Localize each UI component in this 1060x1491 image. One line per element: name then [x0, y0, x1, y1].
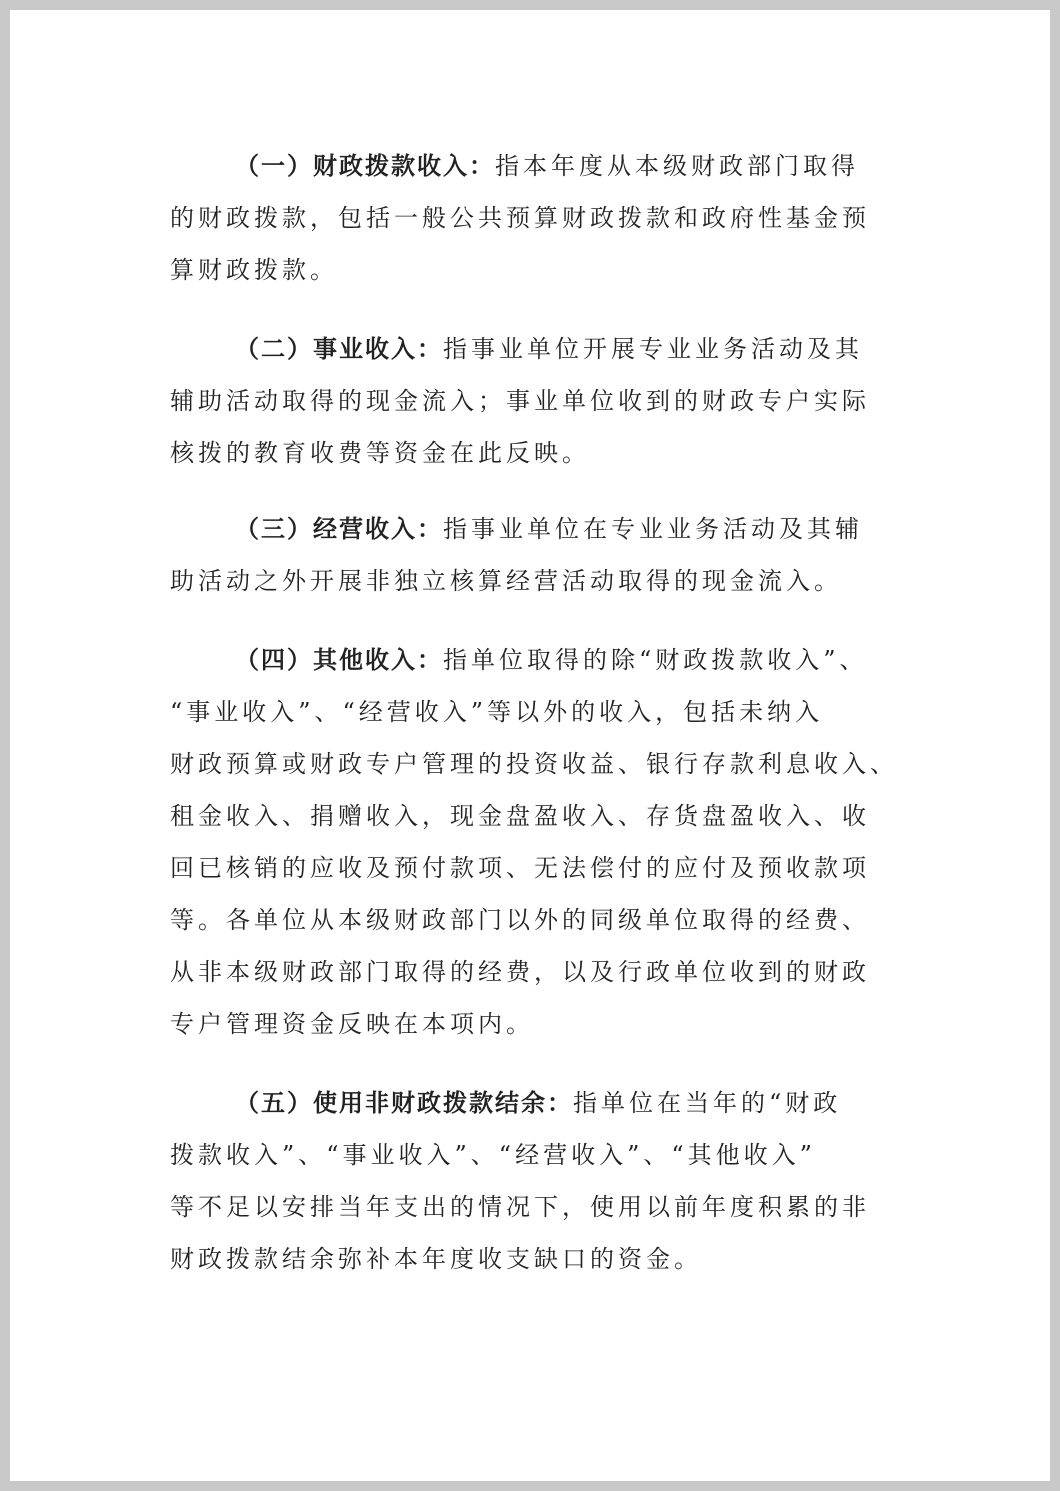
section-1-text-1: 指本年度从本级财政部门取得 [495, 152, 859, 180]
section-2-line-2: 辅助活动取得的现金流入；事业单位收到的财政专户实际 [170, 387, 870, 415]
section-4-line-3: 财政预算或财政专户管理的投资收益、银行存款利息收入、 [170, 750, 898, 778]
section-5-text-1: 指单位在当年的“财政 [573, 1089, 842, 1117]
section-4-line-7: 从非本级财政部门取得的经费，以及行政单位收到的财政 [170, 958, 870, 986]
section-3-heading: （三）经营收入： [235, 515, 443, 543]
section-5-line-4: 财政拨款结余弥补本年度收支缺口的资金。 [170, 1245, 702, 1273]
section-4-text-1: 指单位取得的除“财政拨款收入”、 [443, 646, 868, 674]
section-4-line-8: 专户管理资金反映在本项内。 [170, 1010, 534, 1038]
section-1-heading: （一）财政拨款收入： [235, 152, 495, 180]
section-4-line-2: “事业收入”、“经营收入”等以外的收入，包括未纳入 [170, 698, 824, 726]
section-4-line-6: 等。各单位从本级财政部门以外的同级单位取得的经费、 [170, 906, 870, 934]
section-4-line-4: 租金收入、捐赠收入，现金盘盈收入、存货盘盈收入、收 [170, 802, 870, 830]
section-3-line-2: 助活动之外开展非独立核算经营活动取得的现金流入。 [170, 567, 842, 595]
section-3-text-1: 指事业单位在专业业务活动及其辅 [443, 515, 863, 543]
section-5-line-1 [235, 1088, 841, 1118]
section-2-text-1: 指事业单位开展专业业务活动及其 [443, 335, 863, 363]
section-1-line-1 [235, 151, 859, 181]
section-4-line-5: 回已核销的应收及预付款项、无法偿付的应付及预收款项 [170, 854, 870, 882]
section-3-line-1 [235, 514, 863, 544]
section-5-heading: （五）使用非财政拨款结余： [235, 1089, 573, 1117]
section-4-line-1 [235, 645, 868, 675]
section-5-line-3: 等不足以安排当年支出的情况下，使用以前年度积累的非 [170, 1193, 870, 1221]
section-2-line-3: 核拨的教育收费等资金在此反映。 [170, 439, 590, 467]
section-4-heading: （四）其他收入： [235, 646, 443, 674]
section-1-line-2: 的财政拨款，包括一般公共预算财政拨款和政府性基金预 [170, 204, 870, 232]
document-page [10, 10, 1050, 1481]
section-2-line-1 [235, 334, 863, 364]
section-1-line-3: 算财政拨款。 [170, 256, 338, 284]
section-5-line-2: 拨款收入”、“事业收入”、“经营收入”、“其他收入” [170, 1141, 816, 1169]
section-2-heading: （二）事业收入： [235, 335, 443, 363]
